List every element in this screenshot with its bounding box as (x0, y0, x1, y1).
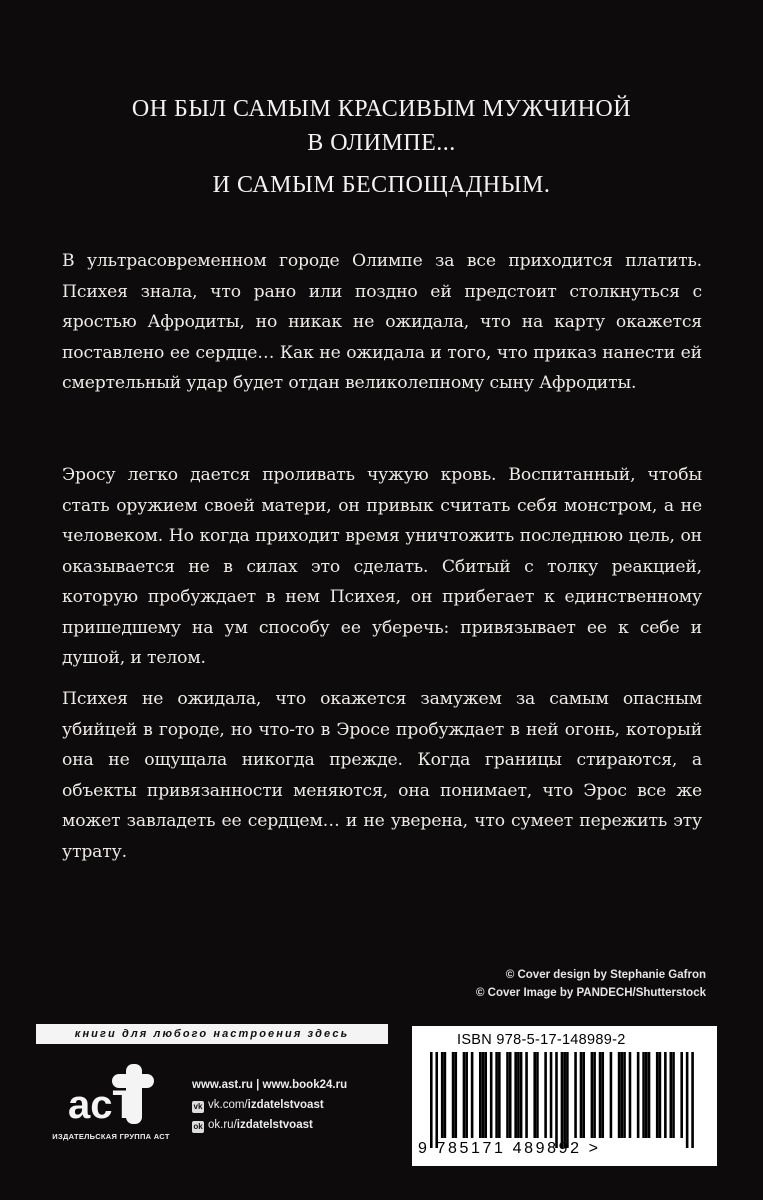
isbn-label: ISBN 978-5-17-148989-2 (457, 1032, 626, 1048)
barcode-bar (430, 1052, 433, 1148)
barcode-bar (463, 1052, 466, 1138)
websites-link[interactable]: www.ast.ru | www.book24.ru (192, 1079, 348, 1091)
barcode-bar (506, 1052, 509, 1138)
barcode-bar (517, 1052, 520, 1138)
barcode-bar (686, 1052, 689, 1148)
barcode-bar (637, 1052, 640, 1138)
barcode-bar (441, 1052, 444, 1138)
barcode-bar (482, 1052, 485, 1138)
blurb-paragraph-2: Эросу легко дается проливать чужую кровь. Воспитанный, чтобы стать оружием своей матери, он привык считать себя монстром, а не человеком. Но когда приходит время уничтожить последнюю цель, он оказывается не в силах это сделать. Сбитый с толку реакцией, которую пробуждает в нем Психея, он прибегает к единственному пришедшему на ум способу ее уберечь: привязывает ее к себе и душой, и телом. (62, 465, 702, 668)
barcode-bar (498, 1052, 501, 1138)
barcode-bar (645, 1052, 648, 1138)
barcode-bar (659, 1052, 662, 1138)
barcode-bar (484, 1052, 487, 1138)
headline-line-3: И САМЫМ БЕСПОЩАДНЫМ. (212, 172, 551, 198)
barcode-bar (435, 1052, 438, 1148)
publisher-group-name: ИЗДАТЕЛЬСКАЯ ГРУППА АСТ (52, 1132, 170, 1141)
barcode-bar (454, 1052, 457, 1138)
vk-link[interactable]: vk vk.com/izdatelstvoast (193, 1099, 324, 1111)
barcode-bar (618, 1052, 621, 1138)
barcode-bar (471, 1052, 474, 1138)
barcode-bar (536, 1052, 539, 1138)
barcode-bar (648, 1052, 651, 1138)
cover-credits (476, 966, 706, 1002)
barcode-bar (563, 1052, 566, 1148)
barcode-bar (656, 1052, 659, 1138)
barcode-bar (691, 1052, 694, 1148)
barcode-bar (623, 1052, 626, 1138)
barcode-bar (642, 1052, 645, 1138)
odnoklassniki-icon: ok (193, 1122, 203, 1131)
barcode-bar (670, 1052, 673, 1138)
barcode-bar (580, 1052, 583, 1138)
barcode-bar (555, 1052, 558, 1148)
ast-logo-icon (60, 1060, 170, 1134)
blurb-paragraph-1: В ультрасовременном городе Олимпе за все приходится платить. Психея знала, что рано или поздно ей предстоит столкнуться с яростью Афродиты, но никак не ожидала, что на карту окажется поставлено ее сердце… Как не ожидала и того, что приказ нанести ей смертельный удар будет отдан великолепному сыну Афродиты. (62, 251, 702, 393)
barcode-bar (664, 1052, 667, 1138)
barcode-bar (582, 1052, 585, 1138)
barcode-bar (599, 1052, 602, 1138)
barcode-bar (509, 1052, 512, 1138)
barcode-bar (533, 1052, 536, 1138)
barcode-digits: 9 785171 489892 > (418, 1140, 601, 1157)
barcode-bar (574, 1052, 577, 1138)
ast-logo-text: acT (68, 1083, 137, 1127)
barcode-bar (444, 1052, 447, 1138)
barcode-bar (591, 1052, 594, 1138)
barcode-bar (514, 1052, 517, 1138)
barcode-bar (621, 1052, 624, 1138)
barcode-bar (561, 1052, 564, 1148)
publisher-links (192, 1075, 347, 1135)
blurb-paragraph-3: Психея не ожидала, что окажется замужем за самым опасным убийцей в городе, но что-то в Эросе пробуждает в ней огонь, который она не ощущала никогда прежде. Когда границы стираются, а объекты привязанности меняются, она понимает, что Эрос все же может завладеть ее сердцем… и не уверена, что сумеет пережить эту утрату. (62, 689, 702, 862)
vk-icon: vk (193, 1102, 203, 1111)
barcode-bar (601, 1052, 604, 1138)
barcode-panel (412, 1026, 717, 1166)
barcode-icon (430, 1052, 694, 1148)
barcode-bar (566, 1052, 569, 1148)
barcode-bar (495, 1052, 498, 1138)
barcode-bar (629, 1052, 632, 1138)
headline-line-2: В ОЛИМПЕ... (307, 130, 456, 156)
barcode-bar (465, 1052, 468, 1138)
barcode-bar (525, 1052, 528, 1138)
barcode-bar (520, 1052, 523, 1138)
barcode-bar (610, 1052, 613, 1138)
headline-line-1: ОН БЫЛ САМЫМ КРАСИВЫМ МУЖЧИНОЙ (131, 96, 632, 122)
barcode-bar (593, 1052, 596, 1138)
barcode-bar (672, 1052, 675, 1138)
barcode-bar (490, 1052, 493, 1138)
ok-link[interactable]: ok ok.ru/izdatelstvoast (193, 1119, 313, 1131)
barcode-bar (479, 1052, 482, 1138)
barcode-bar (452, 1052, 455, 1138)
barcode-bar (544, 1052, 547, 1138)
cover-image-credit: © Cover Image by PANDECH/Shutterstock (475, 987, 706, 999)
barcode-bar (550, 1052, 553, 1138)
barcode-bar (680, 1052, 683, 1138)
publisher-slogan: книги для любого настроения здесь (36, 1024, 388, 1044)
cover-design-credit: © Cover design by Stephanie Gafron (505, 969, 706, 981)
